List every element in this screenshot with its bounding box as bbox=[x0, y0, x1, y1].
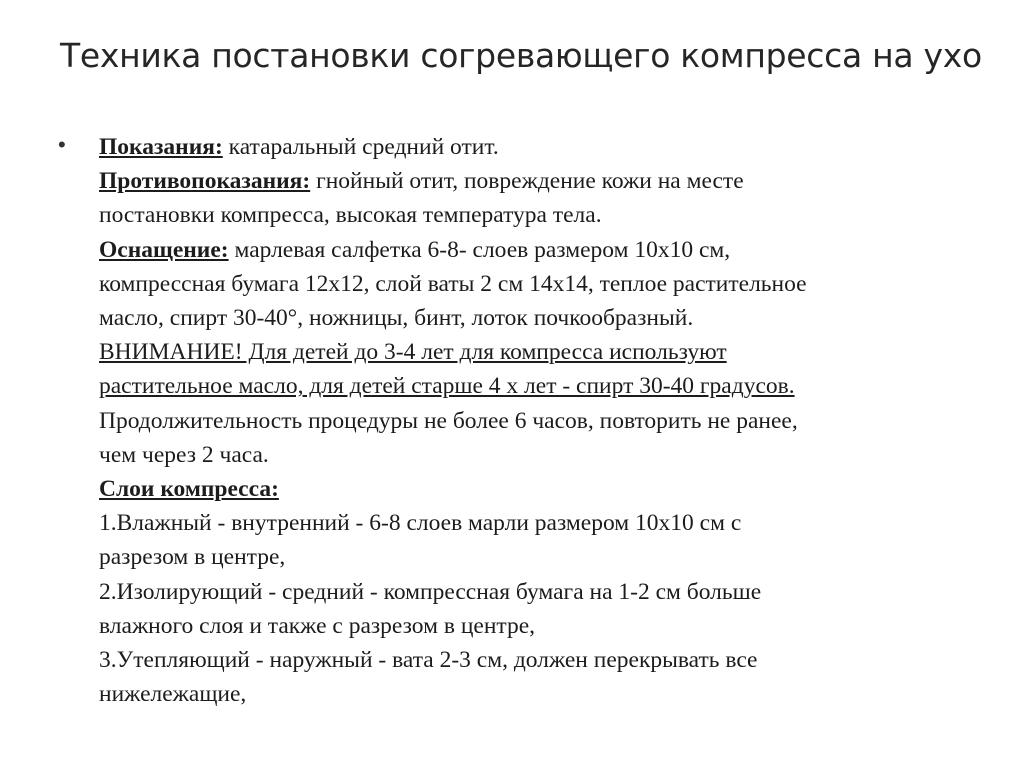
equipment-label: Оснащение: bbox=[99, 236, 229, 263]
indications-label: Показания: bbox=[99, 134, 223, 160]
slide-title: Техника постановки согревающего компресса на ухо bbox=[60, 36, 982, 75]
layer-2-line-2: влажного слоя и также с разрезом в центре, bbox=[99, 612, 536, 639]
slide-content bbox=[99, 130, 999, 711]
contraindications-label: Противопоказания: bbox=[99, 168, 311, 195]
layer-1-line-1: 1.Влажный - внутренний - 6-8 слоев марли размером 10х10 см с bbox=[99, 510, 742, 537]
duration-line-1: Продолжительность процедуры не более 6 часов, повторить не ранее, bbox=[99, 407, 798, 434]
layers-label: Слои компресса: bbox=[99, 476, 279, 503]
bullet-marker: • bbox=[58, 132, 66, 157]
equipment-text-cont-1: компрессная бумага 12х12, слой ваты 2 см 14х14, теплое растительное bbox=[99, 270, 807, 297]
indications-text: катаральный средний отит. bbox=[222, 134, 499, 160]
duration-line-2: чем через 2 часа. bbox=[99, 441, 269, 468]
layer-3-line-2: нижележащие, bbox=[99, 681, 247, 708]
equipment-text: марлевая салфетка 6-8- слоев размером 10х10 см, bbox=[228, 236, 731, 263]
warning-line-2: растительное масло, для детей старше 4 х лет - спирт 30-40 градусов. bbox=[99, 373, 795, 400]
equipment-line bbox=[99, 233, 999, 267]
contraindications-text: гнойный отит, повреждение кожи на месте bbox=[310, 168, 744, 195]
warning-line-1: ВНИМАНИЕ! Для детей до 3-4 лет для компресса используют bbox=[99, 339, 727, 366]
contraindications-line bbox=[99, 164, 999, 198]
layer-3-line-1: 3.Утепляющий - наружный - вата 2-3 см, должен перекрывать все bbox=[99, 647, 758, 674]
contraindications-text-cont: постановки компресса, высокая температура тела. bbox=[99, 202, 602, 229]
layer-2-line-1: 2.Изолирующий - средний - компрессная бумага на 1-2 см больше bbox=[99, 578, 762, 605]
equipment-text-cont-2: масло, спирт 30-40°, ножницы, бинт, лоток почкообразный. bbox=[99, 305, 694, 332]
indications-line bbox=[99, 130, 999, 164]
layer-1-line-2: разрезом в центре, bbox=[99, 544, 286, 571]
